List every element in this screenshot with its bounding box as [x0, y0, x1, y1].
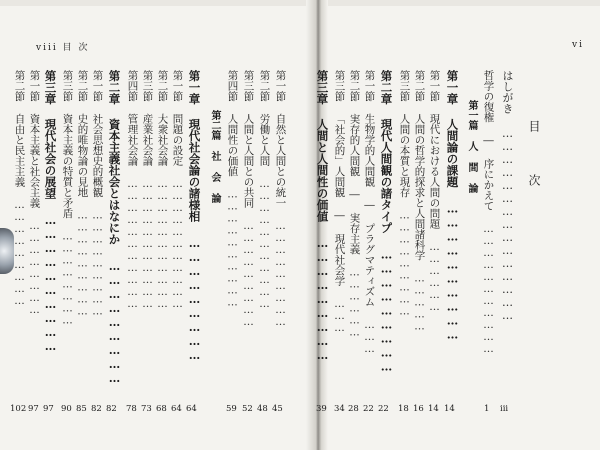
toc-entry-5-3: 第三節 資本主義の特質と矛盾 …………………… [61, 70, 74, 327]
toc-entry-3-4: 第四節 人間性の価値 ………………………… [226, 70, 239, 309]
toc-page-2-2: 28 [348, 404, 359, 414]
toc-entry-1-3: 第三節 人間の本質と現存 ……………………… [398, 70, 411, 318]
left-running-header: viii 目 次 [36, 43, 90, 53]
toc-page-chapter-3: 39 [316, 404, 327, 414]
toc-page-4-2: 68 [156, 404, 167, 414]
toc-page-3-2: 48 [257, 404, 268, 414]
toc-page-chapter-5: 82 [106, 404, 117, 414]
toc-entry-6-2: 第二節 自由と民主主義 ……………………… [13, 70, 26, 307]
toc-part-2: 第二篇 社 会 論 [209, 110, 220, 203]
toc-page-6-1: 97 [28, 404, 39, 414]
toc-page-1-2: 16 [413, 404, 424, 414]
right-running-header: vi [572, 40, 584, 50]
toc-page-1-3: 18 [398, 404, 409, 414]
binder-ring [0, 228, 14, 274]
toc-page-2-3: 34 [334, 404, 345, 414]
toc-chapter-3: 第三章 人間と人間性の価値 ……………………… [315, 70, 330, 362]
toc-page-chapter-2: 22 [378, 404, 389, 414]
toc-page-1-1: 14 [428, 404, 439, 414]
toc-chapter-6: 第三章 現代社会の展望 ………………………… [43, 70, 58, 353]
toc-title: 目 次 [527, 120, 541, 200]
toc-entry-3-2: 第二節 労働と人間 …………………………… [258, 70, 271, 310]
toc-entry-2-3: 第三節 「社会的」人間観 ― 現代社会学 ……… [333, 70, 346, 334]
toc-entry-4-2: 第二節 大衆社会論 …………………………… [156, 70, 169, 310]
toc-entry-1-1: 第一節 現代における人間の問題 ……………… [428, 70, 441, 313]
toc-page-3-1: 45 [272, 404, 283, 414]
toc-page-5-3: 90 [61, 404, 72, 414]
toc-page-preface: iii [500, 404, 509, 414]
toc-entry-4-3: 第三節 産業社会論 …………………………… [141, 70, 154, 310]
toc-entry-3-3: 第三節 人間と人間との共同 ……………………… [242, 70, 255, 328]
toc-page-chapter-6: 97 [43, 404, 54, 414]
toc-page-chapter-1: 14 [444, 404, 455, 414]
toc-entry-2-1: 第一節 生物学的人間観 ― プラグマティズム ……… [363, 70, 376, 355]
toc-entry-5-2: 第二節 史的唯物論の見地 ……………………… [76, 70, 89, 318]
toc-page-chapter-4: 64 [186, 404, 197, 414]
toc-page-3-3: 52 [242, 404, 253, 414]
toc-chapter-1: 第一章 人間論の課題 ………………………… [445, 70, 460, 342]
toc-page-4-1: 64 [171, 404, 182, 414]
toc-chapter-5: 第二章 資本主義社会とはなにか ……………………… [107, 70, 122, 385]
toc-entry-6-1: 第一節 資本主義と社会主義 …………………… [28, 70, 41, 316]
toc-chapter-4: 第一章 現代社会論の諸様相 ……………………… [187, 70, 202, 362]
toc-page-4-4: 78 [126, 404, 137, 414]
toc-entry-5-1: 第一節 社会思想史的概観 ……………………… [91, 70, 104, 318]
toc-entry-4-4: 第四節 管理社会論 …………………………… [126, 70, 139, 310]
toc-page-4-3: 73 [141, 404, 152, 414]
toc-page-3-4: 59 [226, 404, 237, 414]
toc-page-6-2: 102 [10, 404, 27, 414]
toc-entry-2-2: 第二節 実存的人間観 ― 実存主義 ……………… [348, 70, 361, 339]
toc-entry-4-1: 第一節 問題の設定 …………………………… [171, 70, 184, 310]
toc-chapter-2: 第二章 現代人間観の諸タイプ ……………………… [379, 70, 394, 374]
toc-page-2-1: 22 [363, 404, 374, 414]
toc-page-5-1: 82 [91, 404, 102, 414]
toc-entry-introduction: 哲学の復権 ― 序にかえて …………………………… [482, 70, 495, 355]
toc-entry-preface: はしがき ……………………………………… [501, 70, 514, 322]
toc-entry-3-1: 第一節 自然と人間との統一 ……………………… [274, 70, 287, 328]
toc-entry-1-2: 第二節 人間の哲学的探求と人間諸科学 …………… [413, 70, 426, 333]
toc-page-introduction: 1 [484, 404, 490, 414]
toc-part-1: 第一篇 人 間 論 [466, 100, 477, 193]
toc-page-5-2: 85 [76, 404, 87, 414]
